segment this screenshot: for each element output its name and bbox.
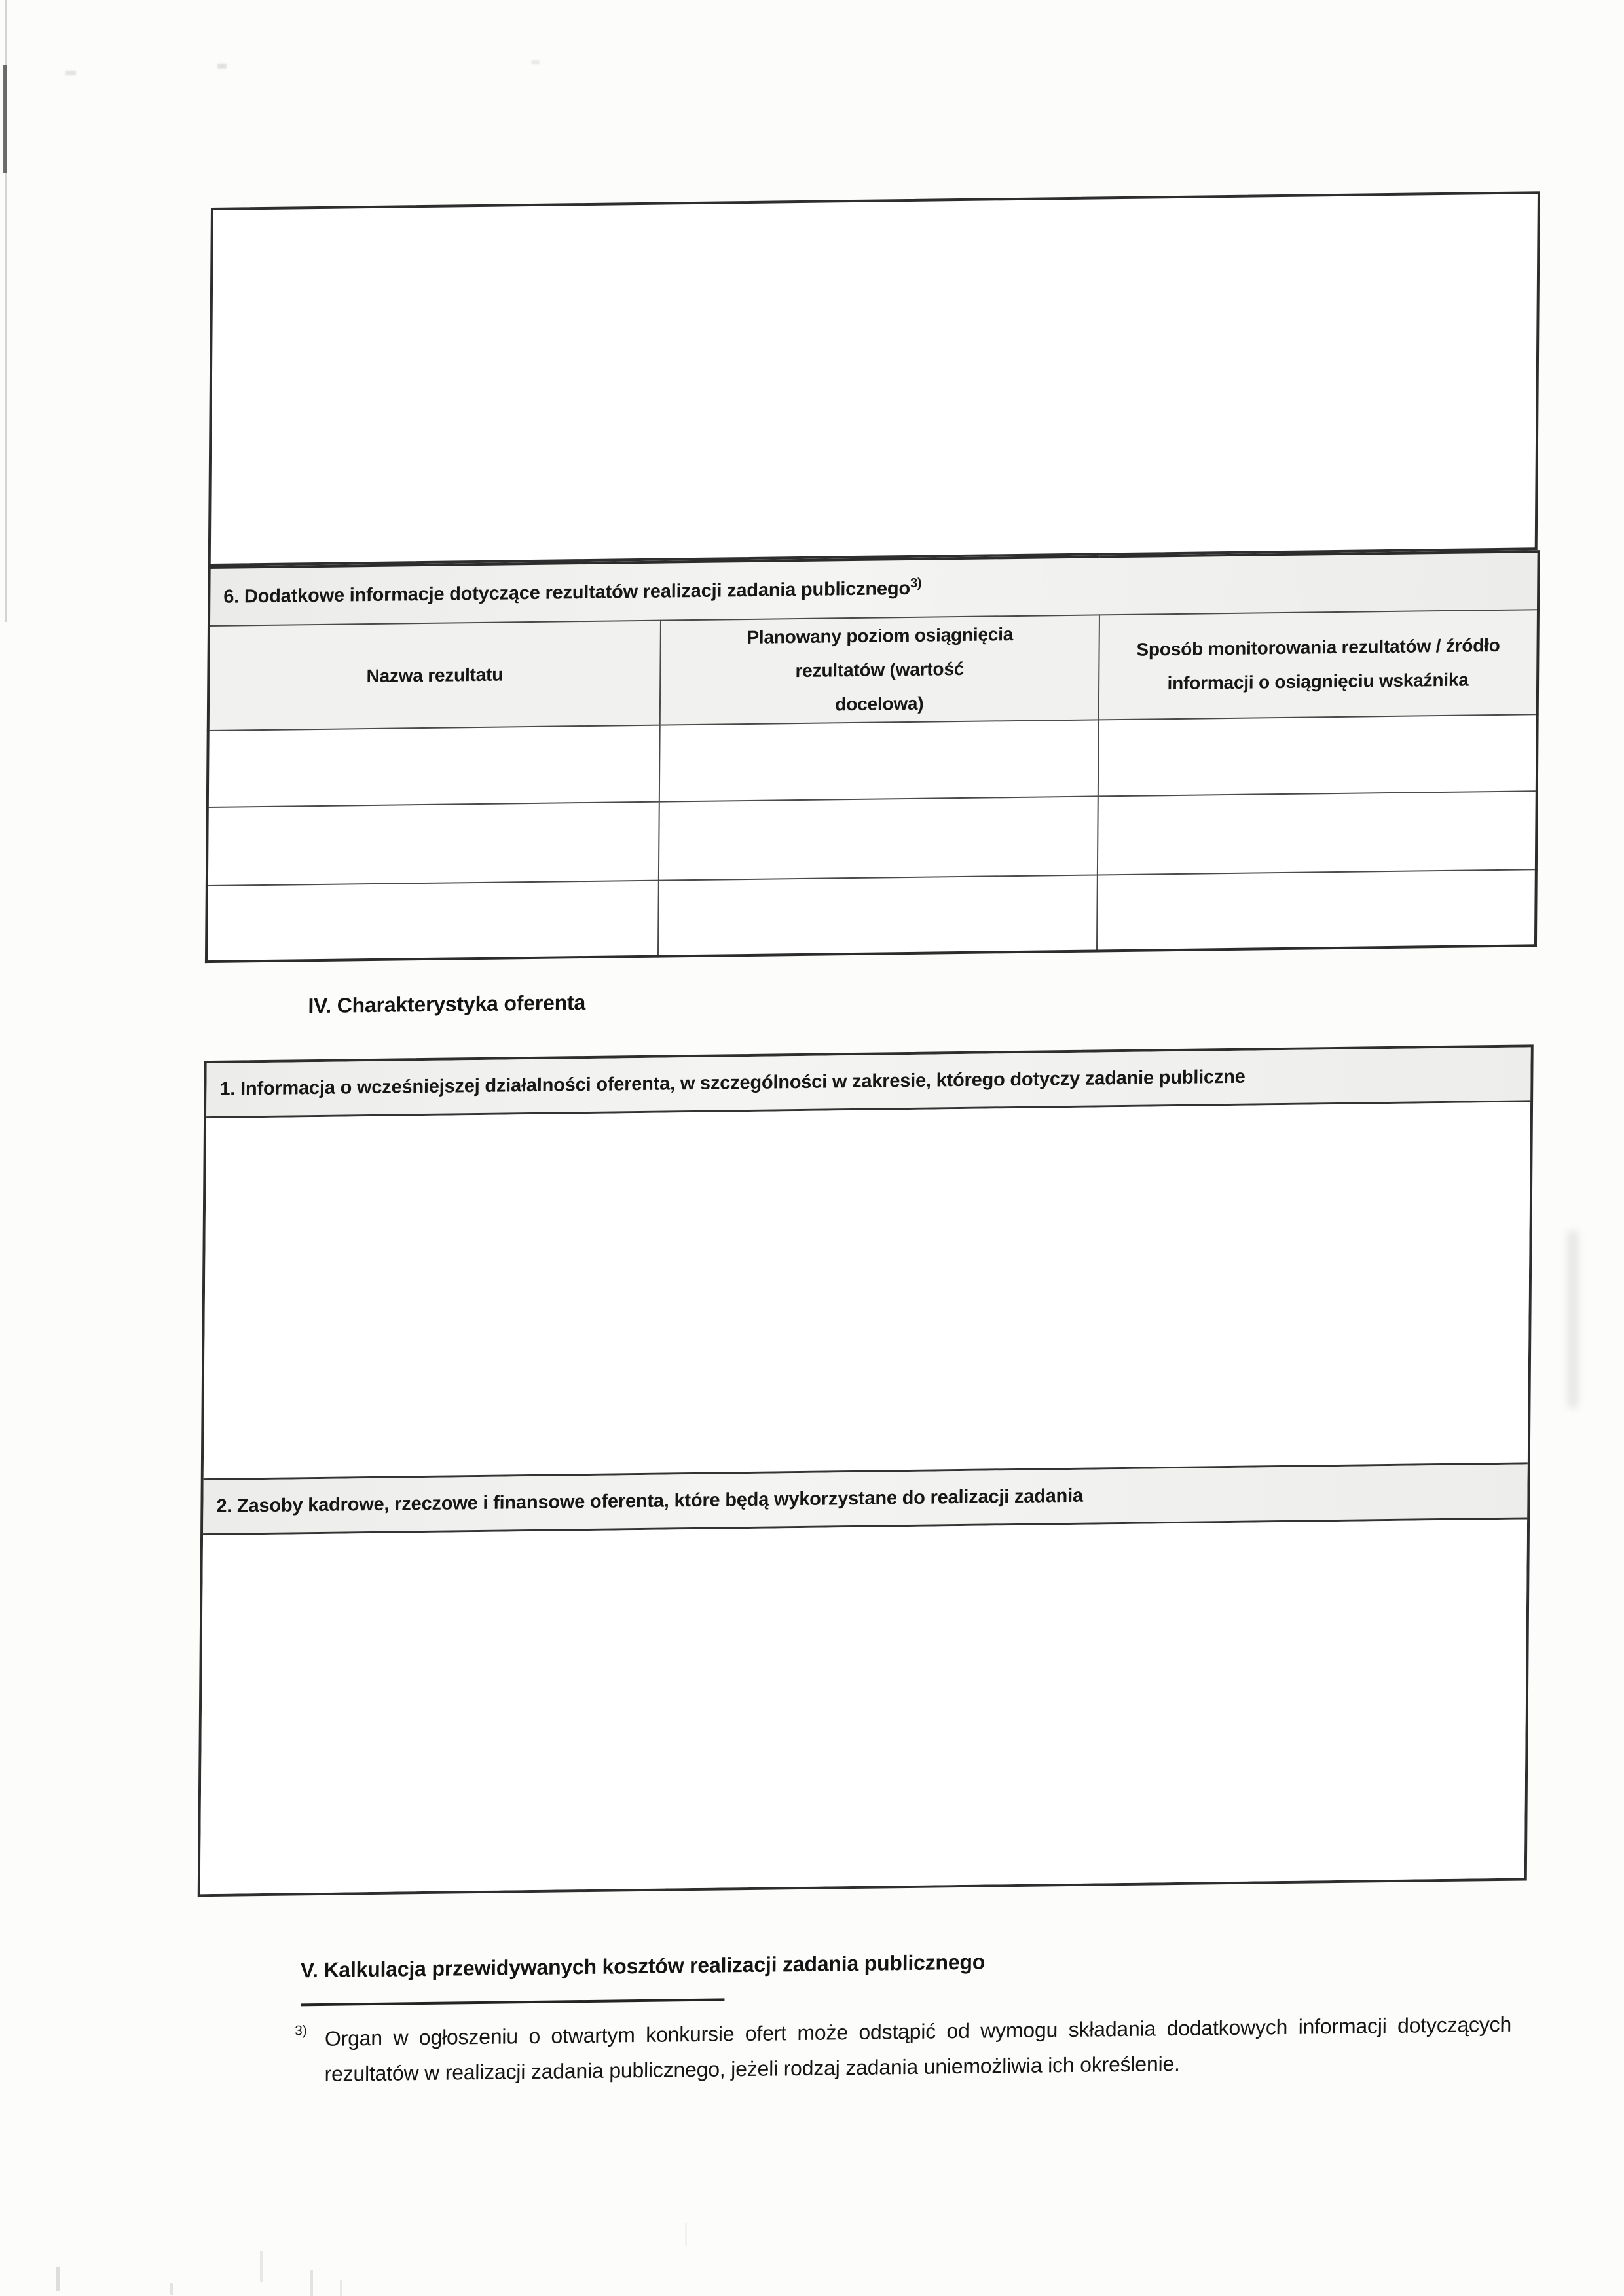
column-header-planowany-poziom: Planowany poziom osiągnięcia rezultatów (wartość docelowa) — [660, 615, 1099, 725]
footnote — [294, 2007, 1511, 2092]
scan-artifact-left-edge — [5, 0, 7, 622]
scan-artifact-speck — [260, 2251, 263, 2282]
scan-artifact-speck — [217, 64, 227, 69]
result-row-cell — [207, 802, 659, 886]
result-row-cell — [1098, 791, 1537, 875]
column-header-nazwa-rezultatu: Nazwa rezultatu — [208, 621, 661, 731]
result-row-cell — [1097, 869, 1536, 951]
scan-artifact-speck — [56, 2267, 60, 2291]
scan-artifact-speck — [170, 2283, 173, 2295]
field2-label: 2. Zasoby kadrowe, rzeczowe i finansowe oferenta, które będą wykorzystane do realizacji zadania — [203, 1464, 1528, 1535]
result-row-cell — [659, 720, 1099, 801]
result-row-cell — [659, 796, 1098, 880]
results-table-row — [206, 869, 1536, 962]
result-row-cell — [658, 875, 1098, 956]
field1-input-area — [204, 1102, 1530, 1480]
result-row-cell — [1098, 714, 1538, 796]
scan-artifact-speck — [65, 71, 76, 75]
scan-artifact-right-streak — [1568, 1231, 1578, 1408]
section6-footnote-ref: 3) — [910, 575, 922, 591]
section-v-heading: V. Kalkulacja przewidywanych kosztów realizacji zadania publicznego — [300, 1950, 986, 1982]
scan-artifact-left-mark — [3, 65, 7, 173]
results-table-header-row — [208, 610, 1538, 731]
column-header-sposob-monitorowania: Sposób monitorowania rezultatów / źródło informacji o osiągnięciu wskaźnika — [1099, 610, 1538, 720]
result-row-cell — [206, 881, 659, 962]
field2-input-area — [200, 1519, 1527, 1894]
result-row-cell — [208, 725, 660, 807]
form-content — [196, 191, 1540, 2126]
scan-artifact-speck — [685, 2223, 687, 2246]
additional-results-info-table — [205, 550, 1540, 963]
empty-continuation-box — [208, 191, 1540, 566]
footnote-marker: 3) — [295, 2023, 307, 2039]
section6-title: 6. Dodatkowe informacje dotyczące rezultatów realizacji zadania publicznego — [223, 577, 911, 608]
footnote-separator-line — [301, 1998, 724, 2006]
offerer-characteristics-box — [198, 1044, 1534, 1897]
section-iv-heading: IV. Charakterystyka oferenta — [308, 991, 586, 1018]
scan-artifact-speck — [310, 2270, 313, 2296]
scan-artifact-speck — [532, 60, 540, 64]
field1-label: 1. Informacja o wcześniejszej działalności oferenta, w szczególności w zakresie, którego dotyczy zadanie publiczne — [206, 1047, 1531, 1118]
footnote-text: Organ w ogłoszeniu o otwartym konkursie ofert może odstąpić od wymogu składania dodatkowych informacji dotyczących rezultatów w realizacji zadania publicznego, jeżeli rodzaj zadania uniemożliwia ich określenie. — [324, 2012, 1512, 2086]
scan-artifact-speck — [340, 2280, 342, 2296]
